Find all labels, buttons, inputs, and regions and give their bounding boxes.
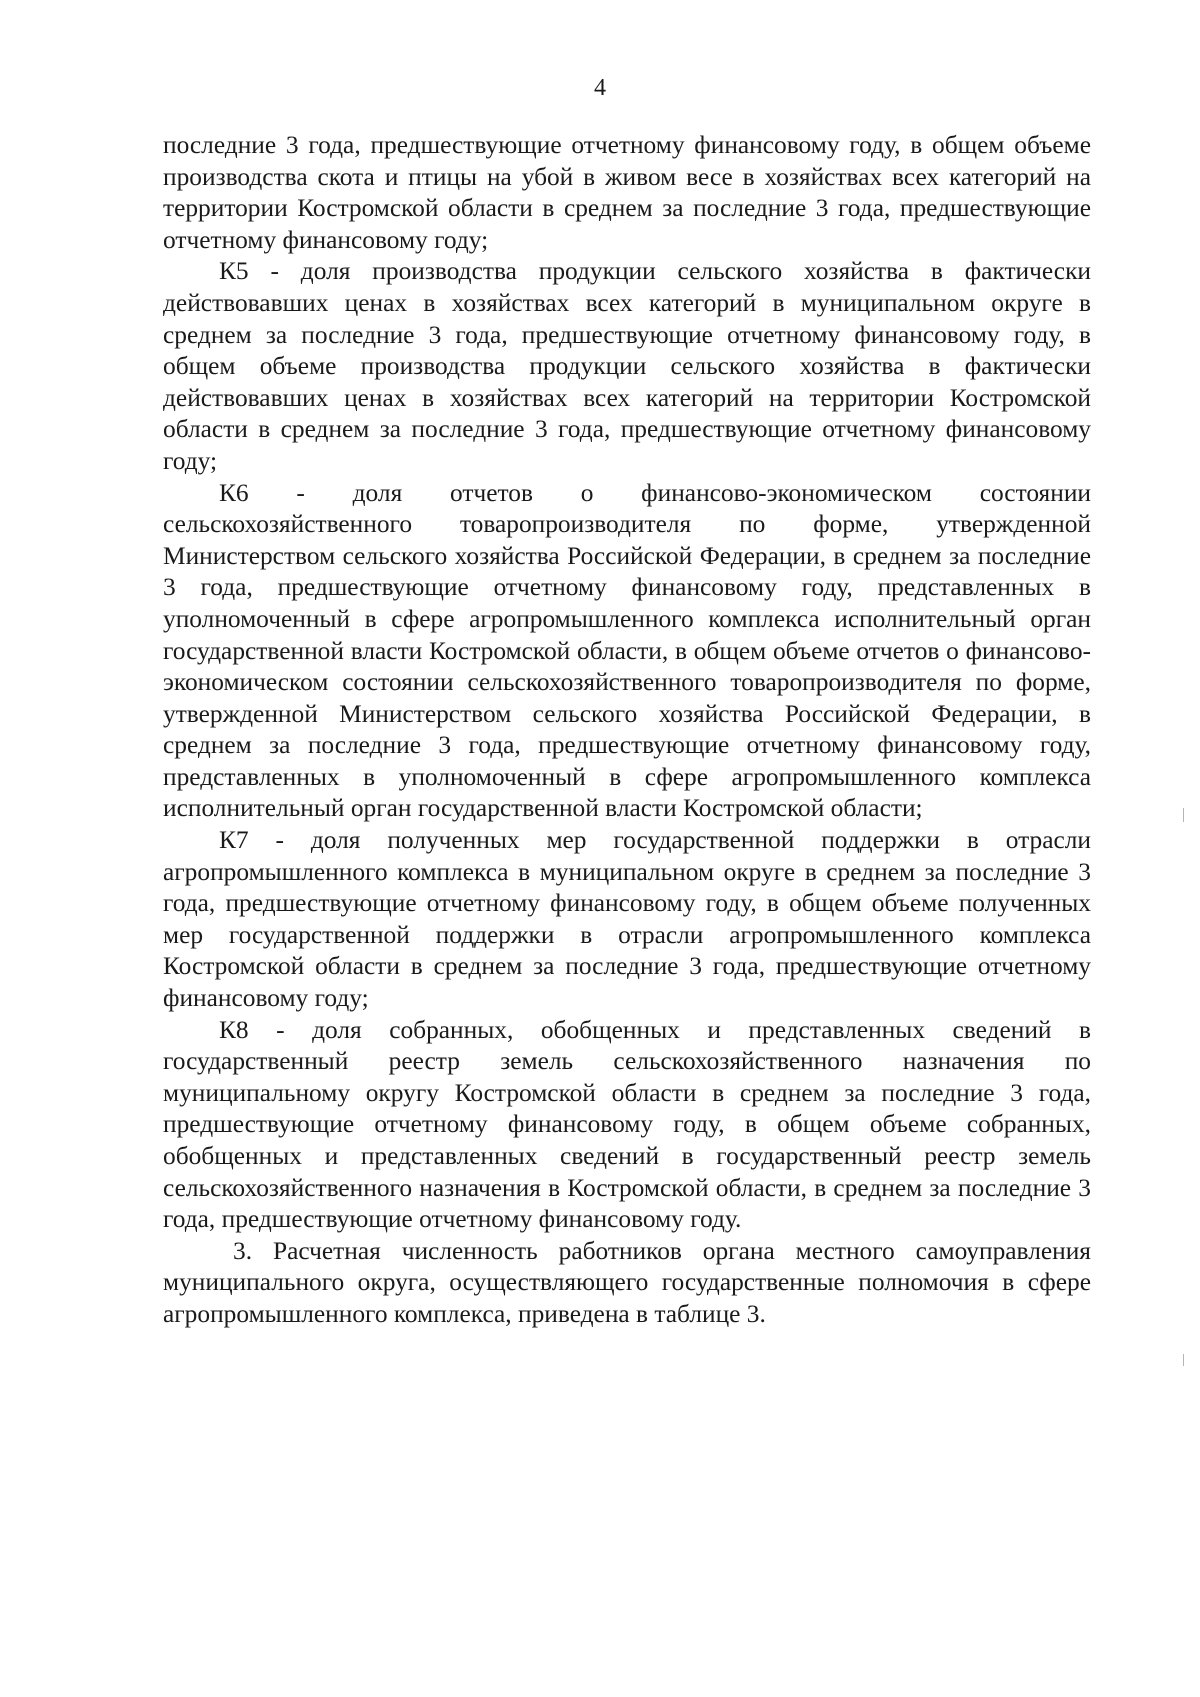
paragraph-k5: К5 - доля производства продукции сельского хозяйства в фактически действовавших ценах в хозяйствах всех категорий в муниципальном округе в среднем за последние 3 года, предшествующие отчетному финансовому году, в общем объеме производства продукции сельского хозяйства в фактически действовавших ценах в хозяйствах всех категорий на территории Костромской области в среднем за последние 3 года, предшествующие отчетному финансовому году; bbox=[163, 257, 1091, 475]
paragraph-k6: К6 - доля отчетов о финансово-экономическом состоянии сельскохозяйственного товаропроизводителя по форме, утвержденной Министерством сельского хозяйства Российской Федерации, в среднем за последние 3 года, предшествующие отчетному финансовому году, представленных в уполномоченный в сфере агропромышленного комплекса исполнительный орган государственной власти Костромской области, в общем объеме отчетов о финансово-экономическом состоянии сельскохозяйственного товаропроизводителя по форме, утвержденной Министерством сельского хозяйства Российской Федерации, в среднем за последние 3 года, предшествующие отчетному финансовому году, представленных в уполномоченный в сфере агропромышленного комплекса исполнительный орган государственной власти Костромской области; bbox=[163, 478, 1091, 823]
scan-mark-2 bbox=[1183, 1354, 1184, 1366]
paragraph-k7: К7 - доля полученных мер государственной поддержки в отрасли агропромышленного комплекса в муниципальном округе в среднем за последние 3 года, предшествующие отчетному финансовому году, в общем объеме полученных мер государственной поддержки в отрасли агропромышленного комплекса Костромской области в среднем за последние 3 года, предшествующие отчетному финансовому году; bbox=[163, 826, 1091, 1013]
body-text bbox=[163, 130, 1091, 1331]
scan-mark-1 bbox=[1183, 808, 1184, 822]
paragraph-item-3: 3. Расчетная численность работников органа местного самоуправления муниципального округа, осуществляющего государственные полномочия в сфере агропромышленного комплекса, приведена в таблице 3. bbox=[163, 1236, 1091, 1328]
page-number: 4 bbox=[594, 75, 606, 101]
paragraph-continuation: последние 3 года, предшествующие отчетному финансовому году, в общем объеме производства скота и птицы на убой в живом весе в хозяйствах всех категорий на территории Костромской области в среднем за последние 3 года, предшествующие отчетному финансовому году; bbox=[163, 131, 1091, 254]
paragraph-k8: К8 - доля собранных, обобщенных и представленных сведений в государственный реестр земель сельскохозяйственного назначения по муниципальному округу Костромской области в среднем за последние 3 года, предшествующие отчетному финансовому году, в общем объеме собранных, обобщенных и представленных сведений в государственный реестр земель сельскохозяйственного назначения в Костромской области, в среднем за последние 3 года, предшествующие отчетному финансовому году. bbox=[163, 1015, 1091, 1234]
